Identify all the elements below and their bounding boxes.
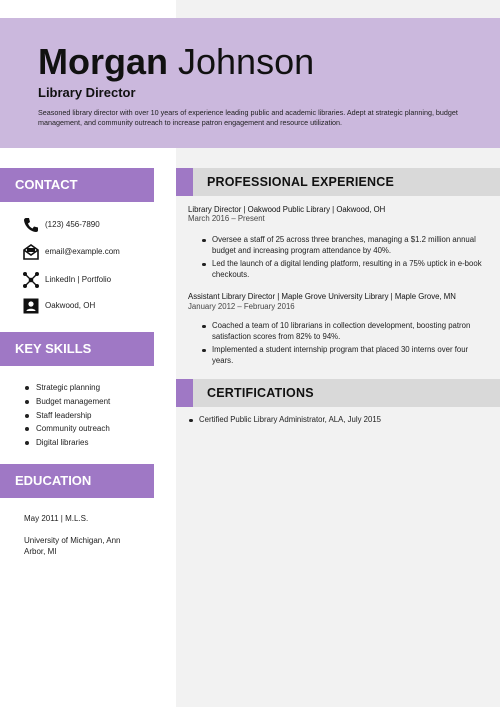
job-2-title: Assistant Library Director | Maple Grove University Library | Maple Grove, MN (188, 292, 456, 301)
last-name: Johnson (178, 41, 315, 82)
job-bullet: Oversee a staff of 25 across three branches, managing a $1.2 million annual budget and increasing program attendance by 40%. (200, 235, 486, 256)
contact-heading-bar (0, 168, 154, 202)
certifications-heading-bar (176, 379, 500, 407)
skills-heading: KEY SKILLS (15, 341, 92, 356)
first-name: Morgan (38, 41, 168, 82)
section-accent-tab (176, 379, 193, 407)
job-2-bullets (200, 321, 486, 369)
skill-item: Strategic planning (24, 381, 110, 395)
location-text: Oakwood, OH (45, 301, 96, 310)
contact-location (22, 297, 162, 317)
network-icon (22, 271, 40, 289)
contact-phone (22, 216, 162, 236)
skill-item: Community outreach (24, 422, 110, 436)
certifications-list (188, 415, 381, 424)
contact-heading: CONTACT (15, 177, 78, 192)
phone-text: (123) 456-7890 (45, 220, 100, 229)
skills-list (24, 381, 110, 450)
skills-heading-bar (0, 332, 154, 366)
job-bullet: Implemented a student internship program that placed 30 interns over four years. (200, 345, 486, 366)
job-1-bullets (200, 235, 486, 283)
email-icon (22, 243, 40, 261)
email-text[interactable]: email@example.com (45, 247, 120, 256)
section-accent-tab (176, 168, 193, 196)
education-school: University of Michigan, Ann Arbor, MI (24, 536, 121, 556)
job-bullet: Coached a team of 10 librarians in collection development, boosting patron satisfaction scores from 82% to 94%. (200, 321, 486, 342)
job-1-title: Library Director | Oakwood Public Library | Oakwood, OH (188, 205, 386, 214)
professional-summary: Seasoned library director with over 10 years of experience leading public and academic libraries. Adept at strategic planning, budget management, and community outreach to increase patron engagement and resource utilization. (38, 108, 458, 127)
education-heading: EDUCATION (15, 473, 92, 488)
experience-heading: PROFESSIONAL EXPERIENCE (207, 175, 395, 189)
education-heading-bar (0, 464, 154, 498)
phone-icon (22, 216, 40, 234)
contact-links[interactable] (22, 271, 162, 291)
job-1-dates: March 2016 – Present (188, 214, 265, 223)
skill-item: Staff leadership (24, 409, 110, 423)
experience-heading-bar (176, 168, 500, 196)
skill-item: Budget management (24, 395, 110, 409)
candidate-name (38, 40, 314, 84)
certification-item: Certified Public Library Administrator, ALA, July 2015 (188, 415, 381, 424)
location-icon (22, 297, 40, 315)
education-date-degree: May 2011 | M.L.S. (24, 514, 89, 523)
certifications-heading: CERTIFICATIONS (207, 386, 314, 400)
links-text[interactable]: LinkedIn | Portfolio (45, 275, 112, 284)
job-2-dates: January 2012 – February 2016 (188, 302, 295, 311)
contact-email[interactable] (22, 243, 162, 263)
job-title: Library Director (38, 85, 136, 100)
job-bullet: Led the launch of a digital lending platform, resulting in a 75% uptick in e-book checkouts. (200, 259, 486, 280)
skill-item: Digital libraries (24, 436, 110, 450)
